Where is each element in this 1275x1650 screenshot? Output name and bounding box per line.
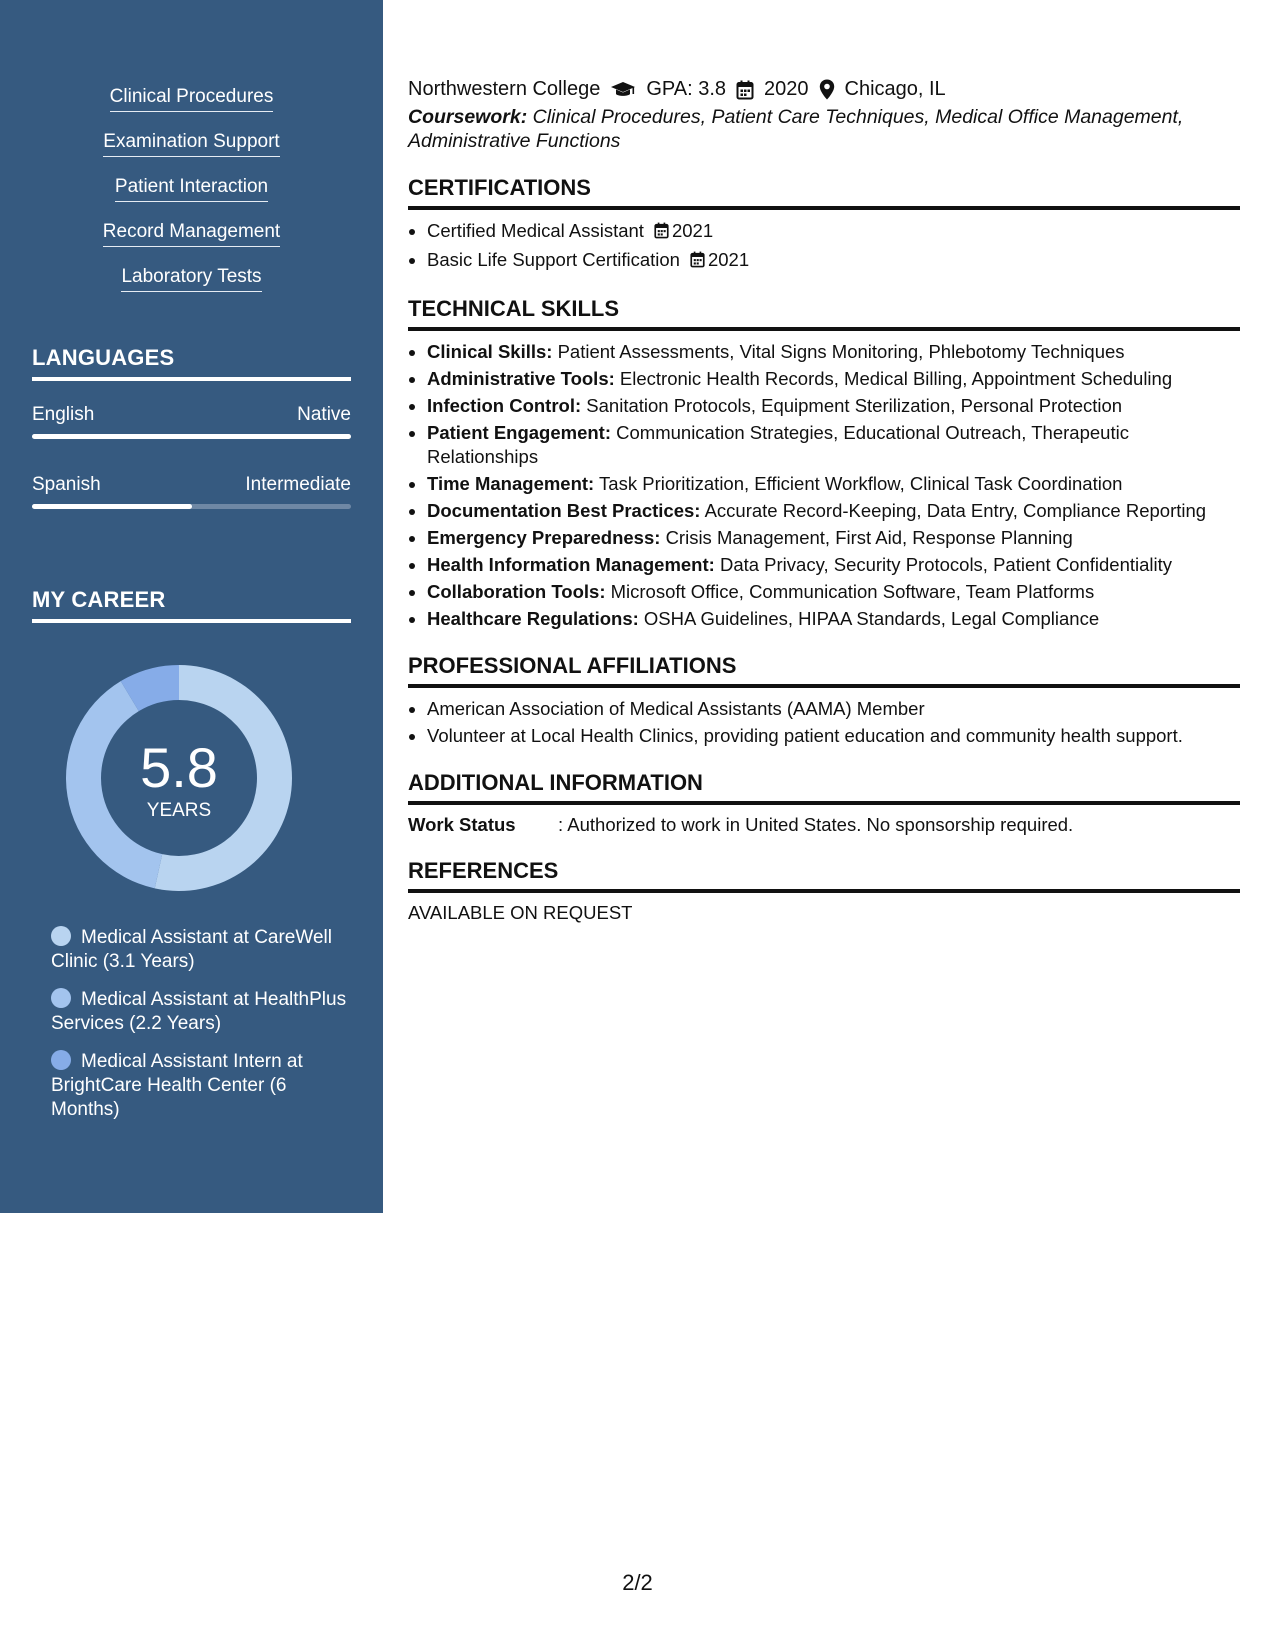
additional-info-heading: ADDITIONAL INFORMATION (408, 770, 1240, 805)
skills-list (0, 86, 383, 311)
skill-line (427, 580, 1240, 604)
skill-detail: Data Privacy, Security Protocols, Patient Confidentiality (719, 554, 1173, 575)
skill-detail: Sanitation Protocols, Equipment Sterilization, Personal Protection (586, 395, 1123, 416)
legend-dot-icon (51, 926, 71, 946)
skill-detail: OSHA Guidelines, HIPAA Standards, Legal Compliance (643, 608, 1100, 629)
career-legend (51, 926, 351, 1136)
skill-category: Clinical Skills: (427, 341, 553, 362)
skill-item: Examination Support (103, 131, 279, 157)
certification-year: 2021 (671, 220, 714, 241)
skill-line (427, 340, 1240, 364)
certifications-heading: CERTIFICATIONS (408, 175, 1240, 210)
skill-detail: Accurate Record-Keeping, Data Entry, Compliance Reporting (704, 500, 1207, 521)
skill-category: Collaboration Tools: (427, 581, 606, 602)
work-status (408, 814, 1240, 836)
technical-skills-heading: TECHNICAL SKILLS (408, 296, 1240, 331)
skill-line (427, 553, 1240, 577)
skill-line (427, 421, 1240, 469)
language-name: Spanish (32, 474, 101, 495)
career-heading: MY CAREER (32, 587, 351, 623)
skill-detail: Electronic Health Records, Medical Billing, Appointment Scheduling (619, 368, 1173, 389)
calendar-icon (736, 80, 754, 100)
skill-detail: Microsoft Office, Communication Software, Team Platforms (610, 581, 1095, 602)
skill-item: Laboratory Tests (121, 266, 261, 292)
coursework-text: Clinical Procedures, Patient Care Techniques, Medical Office Management, Administrative Functions (408, 106, 1184, 152)
affiliations-list (408, 697, 1240, 748)
legend-dot-icon (51, 988, 71, 1008)
language-level: Intermediate (245, 474, 351, 495)
location-pin-icon (819, 79, 835, 100)
career-item (51, 926, 351, 974)
main-content (408, 78, 1240, 924)
language-bar-english (32, 434, 351, 439)
references-heading: REFERENCES (408, 858, 1240, 893)
school-name: Northwestern College (408, 78, 601, 100)
career-item-label: Medical Assistant at CareWell Clinic (3.1 Years) (51, 927, 332, 972)
work-status-value: : Authorized to work in United States. No sponsorship required. (558, 814, 1074, 835)
certification-name: Basic Life Support Certification (427, 249, 680, 270)
certification-item (427, 219, 1240, 245)
gpa: GPA: 3.8 (646, 78, 726, 100)
skill-item: Record Management (103, 221, 280, 247)
skill-line (427, 472, 1240, 496)
language-bar-fill (32, 434, 351, 439)
education-line (408, 78, 1240, 101)
skill-item: Patient Interaction (115, 176, 268, 202)
location: Chicago, IL (844, 78, 946, 100)
certification-item (427, 248, 1240, 274)
career-total (66, 738, 292, 822)
language-row-spanish (32, 474, 351, 496)
coursework-label: Coursework: (408, 106, 528, 128)
languages-heading: LANGUAGES (32, 345, 351, 381)
skill-line (427, 394, 1240, 418)
affiliations-heading: PROFESSIONAL AFFILIATIONS (408, 653, 1240, 688)
language-bar-fill (32, 504, 192, 509)
career-item-label: Medical Assistant Intern at BrightCare Health Center (6 Months) (51, 1051, 303, 1120)
skill-line (427, 607, 1240, 631)
skill-category: Emergency Preparedness: (427, 527, 661, 548)
skill-category: Documentation Best Practices: (427, 500, 701, 521)
skill-detail: Crisis Management, First Aid, Response Planning (665, 527, 1073, 548)
skill-line (427, 499, 1240, 523)
affiliation-item: • American Association of Medical Assistants (AAMA) Member (427, 697, 1240, 721)
sidebar (0, 0, 383, 1213)
skill-item: Clinical Procedures (110, 86, 274, 112)
skill-line (427, 526, 1240, 550)
skill-category: Infection Control: (427, 395, 582, 416)
skill-category: Patient Engagement: (427, 422, 611, 443)
certifications-list (408, 219, 1240, 274)
certification-name: Certified Medical Assistant (427, 220, 644, 241)
career-item (51, 988, 351, 1036)
language-row-english (32, 404, 351, 426)
certification-year: 2021 (707, 249, 750, 270)
coursework (408, 105, 1240, 153)
skill-detail: Communication Strategies, Educational Outreach, Therapeutic Relationships (427, 422, 1129, 467)
graduation-year: 2020 (764, 78, 809, 100)
career-total-number: 5.8 (140, 736, 218, 799)
skill-category: Administrative Tools: (427, 368, 615, 389)
technical-skills-list (408, 340, 1240, 631)
legend-dot-icon (51, 1050, 71, 1070)
skill-detail: Task Prioritization, Efficient Workflow, Clinical Task Coordination (599, 473, 1123, 494)
work-status-label: Work Status (408, 814, 516, 835)
skill-line (427, 367, 1240, 391)
skill-detail: Patient Assessments, Vital Signs Monitoring, Phlebotomy Techniques (557, 341, 1125, 362)
language-bar-spanish (32, 504, 351, 509)
skill-category: Time Management: (427, 473, 595, 494)
career-total-unit: YEARS (146, 800, 212, 821)
language-name: English (32, 404, 95, 425)
skill-category: Healthcare Regulations: (427, 608, 639, 629)
career-item-label: Medical Assistant at HealthPlus Services (2.2 Years) (51, 989, 347, 1034)
affiliation-item: • Volunteer at Local Health Clinics, providing patient education and community health support. (427, 724, 1240, 748)
career-item (51, 1050, 351, 1122)
calendar-icon (654, 221, 669, 245)
references-text: AVAILABLE ON REQUEST (408, 902, 633, 923)
language-level: Native (297, 404, 351, 425)
page-number: 2/2 (622, 1570, 653, 1595)
graduation-cap-icon (610, 80, 636, 100)
skill-category: Health Information Management: (427, 554, 715, 575)
calendar-icon (690, 250, 705, 274)
